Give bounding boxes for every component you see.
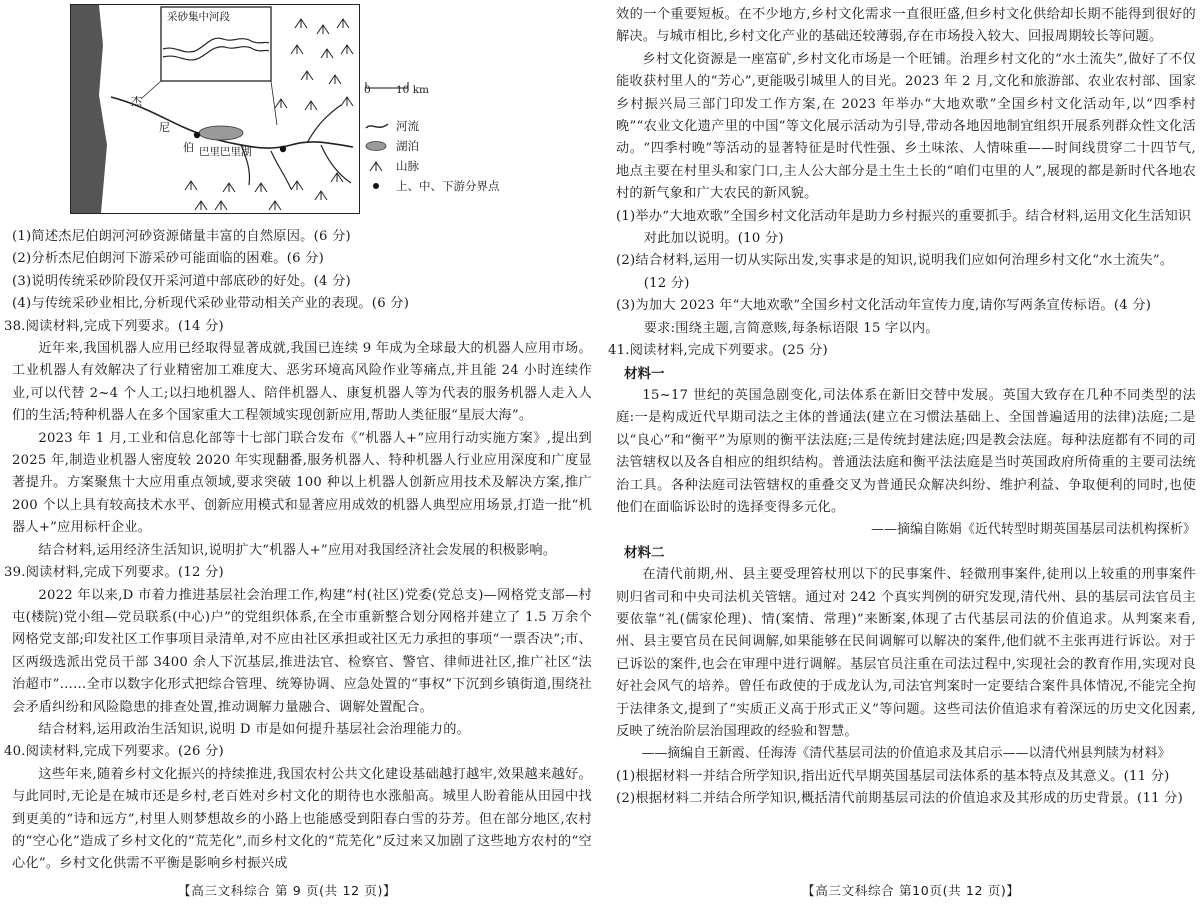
legend-division [364, 178, 500, 196]
mountain-icon [317, 25, 329, 34]
inset-pointer [141, 81, 161, 99]
q41-heading: 41.阅读材料,完成下列要求。(25 分) [608, 343, 828, 359]
q40-requirement: 要求:围绕主题,言简意赅,每条标语限 15 字以内。 [643, 320, 939, 336]
q37-sub-2: (2)分析杰尼伯朗河下游采砂可能面临的困难。(6 分) [12, 251, 325, 267]
mountain-icon [215, 201, 227, 210]
material-1-text: 15~17 世纪的英国急剧变化,司法体系在新旧交替中发展。英国大致存在几种不同类型的法庭:一是构成近代早期司法之主体的普通法(建立在习惯法基础上、全国普遍适用的法律)法庭;二是以“良心”和“衡平”为原则的衡平法法庭;三是传统封建法庭;四是教会法庭。每种法庭都有不同的司法管辖权以及各自相应的组织结构。普通法法庭和衡平法法庭是当时英国政府所倚重的主要司法统治工具。各种法庭司法管辖权的重叠交叉为普通民众解决纠纷、维护利益、争取便利的同时,也使他们在面临诉讼时的选择变得多元化。 [616, 387, 1196, 515]
mountain-icon [341, 45, 353, 54]
mountain-icon [195, 201, 207, 210]
division-dot [194, 132, 200, 138]
left-page-footer: 【高三文科综合 第 9 页(共 12 页)】 [178, 883, 397, 898]
river-map-drawing [71, 5, 359, 213]
q40-paragraph-1: 这些年来,随着乡村文化振兴的持续推进,我国农村公共文化建设基础越打越牢,效果越来越好。与此同时,无论是在城市还是乡村,老百姓对乡村文化的期待也水涨船高。城里人盼着能从田园中找到更美的“诗和远方”,村里人则梦想故乡的小路上也能感受到阳春白雪的芬芳。但在部分地区,农村的“空心化”造成了乡村文化的“荒芜化”,而乡村文化的“荒芜化”反过来又加剧了这些地方农村的“空心化”。乡村文化供需不平衡是影响乡村振兴成 [12, 766, 592, 872]
q40-paragraph-2: 乡村文化资源是一座富矿,乡村文化市场是一个旺铺。治理乡村文化的“水土流失”,做好了不仅能收获村里人的“芳心”,更能吸引城里人的目光。2023 年 2 月,文化和旅游部、农业农村部、国家乡村振兴局三部门印发工作方案,在 2023 年举办“大地欢歌”全国乡村文化活动年,以“四季村晚”“农业文化遗产里的中国”等文化展示活动为引导,带动各地因地制宜组织开展系列群众性文化活动。“四季村晚”等活动的显著特征是时代性强、乡土味浓、人情味重——时间线贯穿二十四节气,地点主要在村里头和家门口,主人公大部分是土生土长的“咱们屯里的人”,展现的都是新时代各地农村的新气象和广大农民的新风貌。 [616, 51, 1196, 202]
mountain-icon [223, 183, 235, 192]
q38-paragraph-1: 近年来,我国机器人应用已经取得显著成就,我国已连续 9 年成为全球最大的机器人应用市场。工业机器人有效解决了行业精密加工难度大、恶劣环境高风险作业等痛点,并且能 24 小时连续作业,可以代替 2~4 个人工;以扫地机器人、陪伴机器人、康复机器人等为代表的服务机器人走入人们的生活;特种机器人在多个国家重大工程领域实现创新应用,帮助人类征服“星辰大海”。 [12, 341, 592, 424]
right-text-column [608, 4, 1196, 811]
map-label-river-char: 尼 [159, 121, 170, 134]
map-label-lake: 巴里巴里湖 [199, 146, 252, 158]
mountain-icon [305, 101, 317, 110]
map-label-river-char: 杰 [131, 95, 142, 108]
scale-distance: 10 km [396, 84, 430, 96]
mountain-icon [291, 45, 303, 54]
sea-area [71, 5, 107, 213]
material-2-text: 在清代前期,州、县主要受理笞杖刑以下的民事案件、轻微刑事案件,徒刑以上较重的刑事案件则归省司和中央司法机关管辖。通过对 242 个真实判例的研究发现,清代州、县的基层司法官员主要依靠“礼(儒家伦理)、情(案情、常理)”来断案,体现了古代基层司法的价值追求。从判案来看,州、县主要官员在民间调解,如果能够在民间调解可以解决的案件,他们就不主张再进行诉讼。对于已诉讼的案件,也会在审理中进行调解。基层官员注重在司法过程中,实现社会的教育作用,实现对良好社会风气的培养。曾任布政使的于成龙认为,司法官判案时一定要结合案件具体情况,不能完全拘于法律条文,提到了“实质正义高于形式正义”等问题。这些司法价值追求有着深远的历史文化因素,反映了统治阶层治国理政的经验和智慧。 [616, 567, 1196, 739]
q39-heading: 39.阅读材料,完成下列要求。(12 分) [4, 565, 224, 581]
mountain-icon [329, 75, 341, 84]
q40-sub-2: (2)结合材料,运用一切从实际出发,实事求是的知识,说明我们应如何治理乡村文化“水土流失”。(12 分) [616, 253, 1174, 291]
tributary [321, 145, 351, 183]
dot-icon [364, 180, 390, 192]
q39-paragraph-1: 2022 年以来,D 市着力推进基层社会治理工作,构建“村(社区)党委(党总支)—网格党支部—村屯(楼院)党小组—党员联系(中心)户”的党组织体系,在全市重新整合划分网格并建立了 1.5 万余个网格党支部;印发社区工作事项目录清单,对不应由社区承担或社区无力承担的事项“一票否决”;市、区两级选派出党员干部 3400 余人下沉基层,推进法官、检察官、警官、律师进社区,推广社区“法治超市”……全市以数字化形式把综合管理、统筹协调、应急处置的“事权”下沉到乡镇街道,围绕社会矛盾纠纷和风险隐患的排查处置,推动调解力量融合、调解处置配合。 [12, 587, 592, 715]
material-1-source: ——摘编自陈娟《近代转型时期英国基层司法机构探析》 [871, 522, 1196, 538]
tributary [271, 151, 291, 189]
q38-heading: 38.阅读材料,完成下列要求。(14 分) [4, 318, 224, 334]
mountain-icon [269, 201, 281, 210]
mountain-icon [275, 99, 287, 108]
legend-label: 上、中、下游分界点 [396, 179, 500, 193]
right-page-footer: 【高三文科综合 第10页(共 12 页)】 [802, 883, 1020, 898]
division-dot [280, 146, 286, 152]
right-page [608, 0, 1196, 911]
mountain-icon [321, 49, 333, 58]
legend-label: 湖泊 [396, 139, 419, 153]
mountain-icon [295, 19, 307, 28]
mountain-icon [255, 183, 267, 192]
q40-paragraph-continued: 效的一个重要短板。在不少地方,乡村文化需求一直很旺盛,但乡村文化供给却长期不能得到很好的解决。与城市相比,乡村文化产业的基础还较薄弱,存在市场投入较大、回报周期较长等问题。 [616, 7, 1196, 45]
q37-sub-1: (1)简述杰尼伯朗河河砂资源储量丰富的自然原因。(6 分) [12, 229, 351, 244]
mountain-icon [315, 191, 327, 200]
mountain-icon [301, 71, 313, 80]
q37-sub-4: (4)与传统采砂业相比,分析现代采砂业带动相关产业的表现。(6 分) [12, 296, 410, 312]
river-icon [364, 120, 390, 132]
tributary [307, 105, 341, 143]
material-2-source: ——摘编自王新霞、任海涛《清代基层司法的价值追求及其启示——以清代州县判牍为材料》 [641, 746, 1171, 762]
river-map [70, 4, 360, 214]
q41-sub-2: (2)根据材料二并结合所学知识,概括清代前期基层司法的价值追求及其形成的历史背景。(11 分) [616, 791, 1184, 807]
q39-question: 结合材料,运用政治生活知识,说明 D 市是如何提升基层社会治理能力的。 [38, 721, 471, 737]
q41-sub-1: (1)根据材料一并结合所学知识,指出近代早期英国基层司法体系的基本特点及其意义。(11 分) [616, 768, 1170, 784]
mountain-icon [291, 181, 303, 190]
material-1-title: 材料一 [624, 365, 665, 382]
mountain-icon [185, 181, 197, 190]
legend-label: 山脉 [396, 159, 419, 173]
mountain-icon [364, 160, 390, 172]
legend-mountain [364, 158, 419, 176]
left-page [4, 0, 592, 911]
lake-icon [364, 140, 390, 152]
lake-shape [199, 126, 243, 140]
mountain-icon [337, 19, 349, 28]
q38-paragraph-2: 2023 年 1 月,工业和信息化部等十七部门联合发布《“机器人+”应用行动实施方案》,提出到 2025 年,制造业机器人密度较 2020 年实现翻番,服务机器人、特种机器人行业应用深度和广度显著提升。方案聚焦十大应用重点领域,要求突破 100 种以上机器人创新应用技术及解决方案,推广 200 个以上具有较高技术水平、创新应用模式和显著应用成效的机器人典型应用场景,打造一批“机器人+”应用标杆企业。 [12, 430, 592, 536]
q37-sub-3: (3)说明传统采砂阶段仅开采河道中部底砂的好处。(4 分) [12, 273, 351, 289]
inset-title: 采砂集中河段 [167, 11, 230, 23]
q38-question: 结合材料,运用经济生活知识,说明扩大“机器人+”应用对我国经济社会发展的积极影响。 [38, 542, 557, 558]
q40-sub-3: (3)为加大 2023 年“大地欢歌”全国乡村文化活动年宣传力度,请你写两条宣传标语。(4 分) [616, 298, 1152, 314]
left-text-column [4, 226, 592, 876]
map-label-river-char: 伯 [183, 141, 194, 154]
legend-river [364, 118, 419, 136]
legend-lake [364, 138, 419, 156]
q40-sub-1: (1)举办“大地欢歌”全国乡村文化活动年是助力乡村振兴的重要抓手。结合材料,运用文化生活知识对此加以说明。(10 分) [616, 208, 1192, 247]
inset-pointer [271, 81, 277, 125]
legend-label: 河流 [396, 119, 419, 133]
q40-heading: 40.阅读材料,完成下列要求。(26 分) [4, 744, 224, 760]
main-river [111, 97, 353, 148]
mountain-icon [341, 97, 353, 106]
scale-zero: 0 [364, 84, 371, 96]
material-2-title: 材料二 [624, 544, 665, 561]
